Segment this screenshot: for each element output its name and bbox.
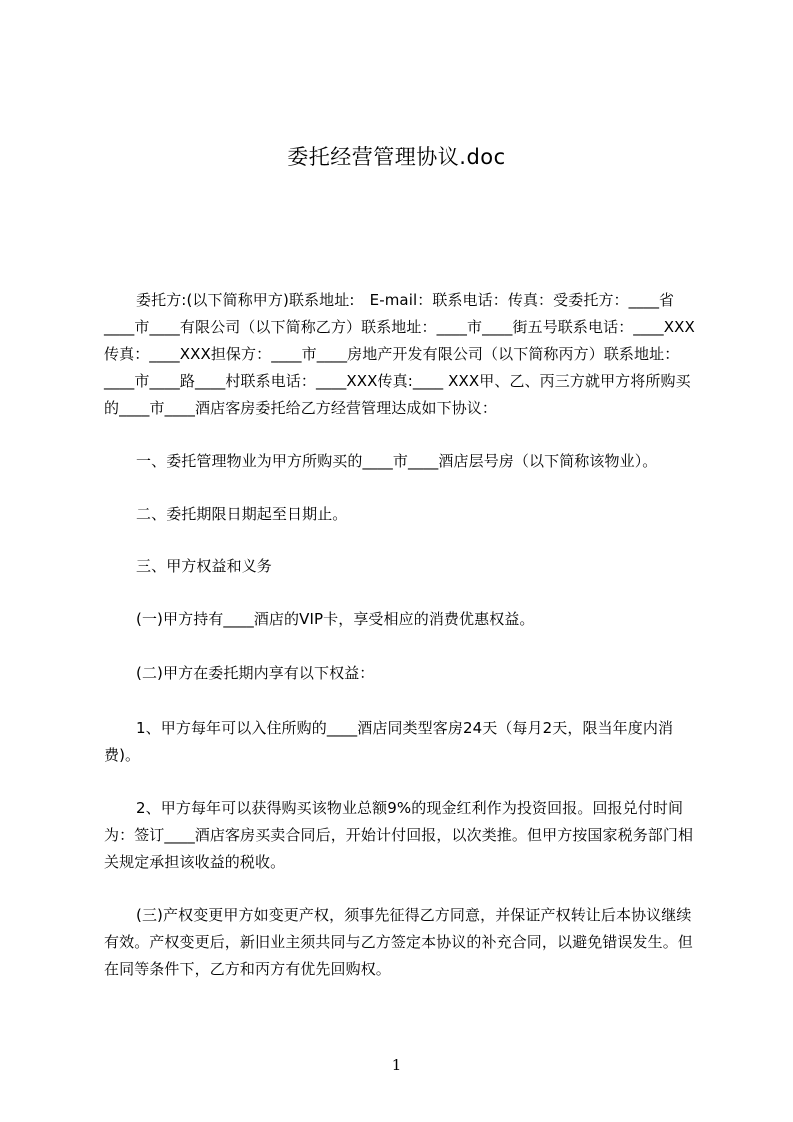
sub-clause-3-text: (三)产权变更甲方如变更产权，须事先征得乙方同意，并保证产权转让后本协议继续有效。产权变更后，新旧业主须共同与乙方签定本协议的补充合同，以避免错误发生。但在同等条件下，乙方和丙方有优先回购权。 [104, 906, 693, 978]
article-1 [104, 448, 698, 475]
intro-text: 委托方:(以下简称甲方)联系地址: E-mail：联系电话：传真：受委托方：____省____市____有限公司（以下简称乙方）联系地址：____市____街五号联系电话：____XXX传真：____XXX担保方：____市____房地产开发有限公司（以下简称丙方）联系地址：____市____路____村联系电话：____XXX传真:____ XXX甲、乙、丙三方就甲方将所购买的____市____酒店客房委托给乙方经营管理达成如下协议： [104, 291, 695, 417]
item-2 [104, 795, 698, 876]
article-3-text: 三、甲方权益和义务 [136, 557, 272, 575]
sub-clause-3 [104, 902, 698, 983]
document-title: 委托经营管理协议.doc [287, 145, 506, 169]
sub-clause-1 [104, 606, 698, 633]
article-3-heading [104, 553, 698, 580]
page-number: 1 [391, 1056, 402, 1074]
item-1-text: 1、甲方每年可以入住所购的____酒店同类型客房24天（每月2天，限当年度内消费)。 [104, 719, 674, 764]
intro-paragraph [104, 287, 698, 422]
article-1-text: 一、委托管理物业为甲方所购买的____市____酒店层号房（以下简称该物业）。 [136, 452, 658, 470]
sub-clause-1-text: (一)甲方持有____酒店的VIP卡，享受相应的消费优惠权益。 [136, 610, 535, 628]
sub-clause-2 [104, 660, 698, 687]
item-1 [104, 715, 698, 769]
item-2-text: 2、甲方每年可以获得购买该物业总额9%的现金红利作为投资回报。回报兑付时间为：签订____酒店客房买卖合同后，开始计付回报，以次类推。但甲方按国家税务部门相关规定承担该收益的税收。 [104, 799, 694, 871]
article-2 [104, 501, 698, 528]
article-2-text: 二、委托期限日期起至日期止。 [136, 505, 348, 523]
sub-clause-2-text: (二)甲方在委托期内享有以下权益： [136, 664, 375, 682]
